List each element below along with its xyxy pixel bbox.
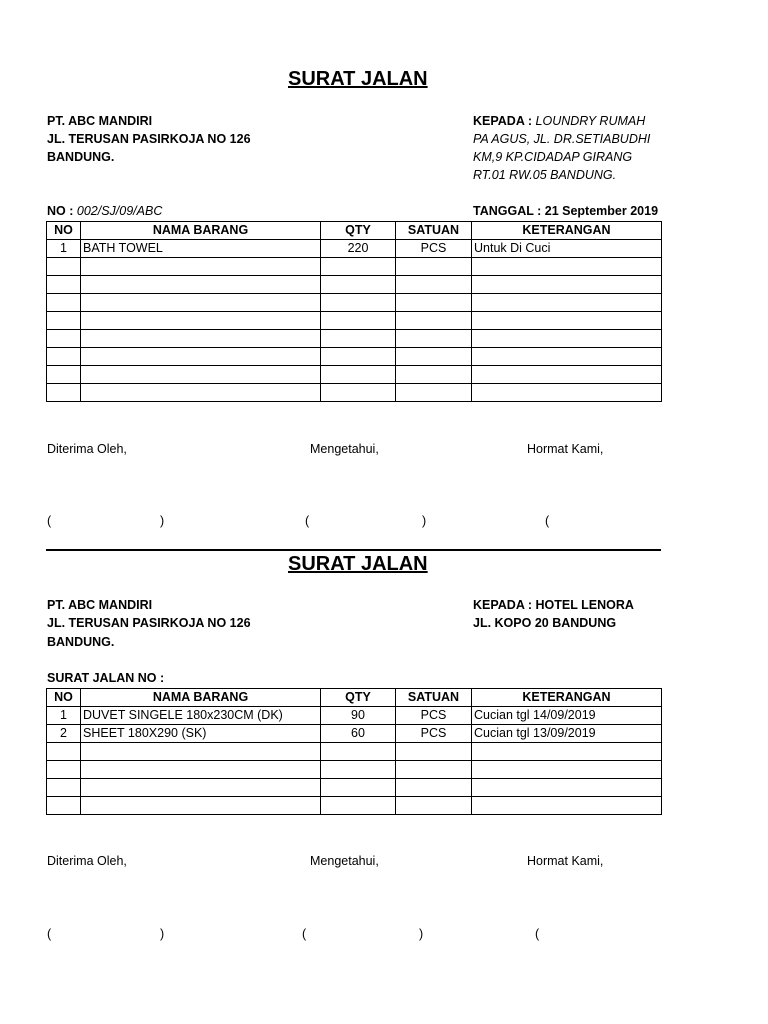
section-divider: [46, 549, 661, 551]
doc1-recipient-line1: [473, 114, 645, 128]
cell-unit: PCS: [396, 707, 472, 725]
doc1-regards-label: Hormat Kami,: [527, 442, 604, 456]
cell-qty: [321, 761, 396, 779]
doc1-to-label: KEPADA :: [473, 114, 533, 128]
doc2-recipient-line2: JL. KOPO 20 BANDUNG: [473, 616, 617, 630]
doc1-recipient-line3: KM,9 KP.CIDADAP GIRANG: [473, 150, 633, 164]
cell-notes: Cucian tgl 14/09/2019: [472, 707, 662, 725]
cell-item-name: [81, 258, 321, 276]
cell-unit: [396, 276, 472, 294]
col-unit-header: SATUAN: [396, 689, 472, 707]
doc2-sign1-open: (: [47, 927, 52, 941]
doc1-sender-company: PT. ABC MANDIRI: [47, 114, 153, 128]
doc1-recipient-name: LOUNDRY RUMAH: [535, 114, 646, 128]
cell-notes: [472, 743, 662, 761]
cell-notes: [472, 276, 662, 294]
cell-no: 1: [47, 240, 81, 258]
doc1-received-by-label: Diterima Oleh,: [47, 442, 127, 456]
cell-item-name: SHEET 180X290 (SK): [81, 725, 321, 743]
cell-qty: [321, 348, 396, 366]
cell-item-name: [81, 743, 321, 761]
doc1-number-label: NO :: [47, 204, 74, 218]
doc2-sign2-open: (: [302, 927, 307, 941]
cell-notes: [472, 384, 662, 402]
cell-item-name: [81, 366, 321, 384]
cell-unit: [396, 312, 472, 330]
doc2-regards-label: Hormat Kami,: [527, 854, 604, 868]
doc1-acknowledged-label: Mengetahui,: [310, 442, 379, 456]
col-unit-header: SATUAN: [396, 222, 472, 240]
cell-qty: [321, 797, 396, 815]
col-notes-header: KETERANGAN: [472, 689, 662, 707]
doc1-sender-city: BANDUNG.: [47, 150, 115, 164]
doc1-items-table: [46, 221, 662, 402]
doc1-recipient-line4: RT.01 RW.05 BANDUNG.: [473, 168, 617, 182]
doc1-number-value: 002/SJ/09/ABC: [76, 204, 163, 218]
doc1-sign1-open: (: [47, 514, 52, 528]
doc1-sign1-close: ): [160, 514, 165, 528]
cell-unit: [396, 330, 472, 348]
cell-no: [47, 348, 81, 366]
cell-no: [47, 366, 81, 384]
cell-notes: [472, 366, 662, 384]
table-row: [47, 330, 662, 348]
cell-no: [47, 779, 81, 797]
cell-no: 2: [47, 725, 81, 743]
doc2-sender-street: JL. TERUSAN PASIRKOJA NO 126: [47, 616, 251, 630]
cell-item-name: BATH TOWEL: [81, 240, 321, 258]
cell-unit: [396, 348, 472, 366]
cell-no: 1: [47, 707, 81, 725]
doc2-title: SURAT JALAN: [288, 553, 428, 575]
cell-qty: [321, 312, 396, 330]
cell-qty: [321, 330, 396, 348]
cell-no: [47, 761, 81, 779]
cell-no: [47, 797, 81, 815]
table-row: [47, 725, 662, 743]
doc1-sender-street: JL. TERUSAN PASIRKOJA NO 126: [47, 132, 251, 146]
cell-unit: PCS: [396, 240, 472, 258]
doc2-number-label: SURAT JALAN NO :: [47, 671, 165, 685]
table-row: [47, 743, 662, 761]
cell-unit: [396, 779, 472, 797]
doc2-received-by-label: Diterima Oleh,: [47, 854, 127, 868]
cell-no: [47, 384, 81, 402]
cell-qty: [321, 276, 396, 294]
cell-notes: [472, 294, 662, 312]
cell-unit: PCS: [396, 725, 472, 743]
col-qty-header: QTY: [321, 689, 396, 707]
doc2-recipient-line1: KEPADA : HOTEL LENORA: [473, 598, 634, 612]
cell-no: [47, 294, 81, 312]
col-no-header: NO: [47, 689, 81, 707]
cell-item-name: [81, 797, 321, 815]
cell-item-name: [81, 276, 321, 294]
table-row: [47, 312, 662, 330]
cell-item-name: DUVET SINGELE 180x230CM (DK): [81, 707, 321, 725]
cell-item-name: [81, 312, 321, 330]
cell-unit: [396, 384, 472, 402]
cell-notes: Cucian tgl 13/09/2019: [472, 725, 662, 743]
cell-item-name: [81, 761, 321, 779]
table-row: [47, 240, 662, 258]
doc2-sign1-close: ): [160, 927, 165, 941]
cell-notes: [472, 761, 662, 779]
cell-no: [47, 312, 81, 330]
cell-unit: [396, 366, 472, 384]
table-row: [47, 779, 662, 797]
cell-qty: [321, 258, 396, 276]
cell-no: [47, 330, 81, 348]
table-row: [47, 348, 662, 366]
cell-notes: [472, 348, 662, 366]
table-row: [47, 384, 662, 402]
col-notes-header: KETERANGAN: [472, 222, 662, 240]
cell-notes: [472, 797, 662, 815]
cell-no: [47, 743, 81, 761]
doc1-date: TANGGAL : 21 September 2019: [473, 204, 659, 218]
cell-notes: [472, 779, 662, 797]
cell-item-name: [81, 330, 321, 348]
col-qty-header: QTY: [321, 222, 396, 240]
cell-item-name: [81, 294, 321, 312]
table-row: [47, 366, 662, 384]
doc2-acknowledged-label: Mengetahui,: [310, 854, 379, 868]
cell-notes: [472, 312, 662, 330]
doc1-sign2-open: (: [305, 514, 310, 528]
cell-qty: 220: [321, 240, 396, 258]
doc1-sign2-close: ): [422, 514, 427, 528]
cell-qty: [321, 294, 396, 312]
cell-no: [47, 258, 81, 276]
col-no-header: NO: [47, 222, 81, 240]
table-row: [47, 258, 662, 276]
col-item-header: NAMA BARANG: [81, 222, 321, 240]
cell-unit: [396, 761, 472, 779]
cell-qty: [321, 779, 396, 797]
cell-unit: [396, 258, 472, 276]
table-row: [47, 761, 662, 779]
table-row: [47, 294, 662, 312]
cell-notes: Untuk Di Cuci: [472, 240, 662, 258]
doc2-items-table: [46, 688, 662, 815]
cell-unit: [396, 743, 472, 761]
doc2-sender-city: BANDUNG.: [47, 635, 115, 649]
table-header-row: [47, 222, 662, 240]
table-row: [47, 707, 662, 725]
doc1-number: [47, 204, 162, 218]
cell-qty: [321, 384, 396, 402]
col-item-header: NAMA BARANG: [81, 689, 321, 707]
cell-unit: [396, 294, 472, 312]
cell-qty: [321, 743, 396, 761]
doc2-sign2-close: ): [419, 927, 424, 941]
cell-no: [47, 276, 81, 294]
cell-notes: [472, 330, 662, 348]
doc2-sender-company: PT. ABC MANDIRI: [47, 598, 153, 612]
cell-qty: 60: [321, 725, 396, 743]
table-row: [47, 797, 662, 815]
doc2-sign3-open: (: [535, 927, 540, 941]
doc1-sign3-open: (: [545, 514, 550, 528]
cell-notes: [472, 258, 662, 276]
cell-qty: 90: [321, 707, 396, 725]
cell-unit: [396, 797, 472, 815]
cell-item-name: [81, 348, 321, 366]
doc1-recipient-line2: PA AGUS, JL. DR.SETIABUDHI: [473, 132, 651, 146]
doc1-title: SURAT JALAN: [288, 68, 428, 90]
table-row: [47, 276, 662, 294]
cell-item-name: [81, 779, 321, 797]
table-header-row: [47, 689, 662, 707]
cell-qty: [321, 366, 396, 384]
cell-item-name: [81, 384, 321, 402]
